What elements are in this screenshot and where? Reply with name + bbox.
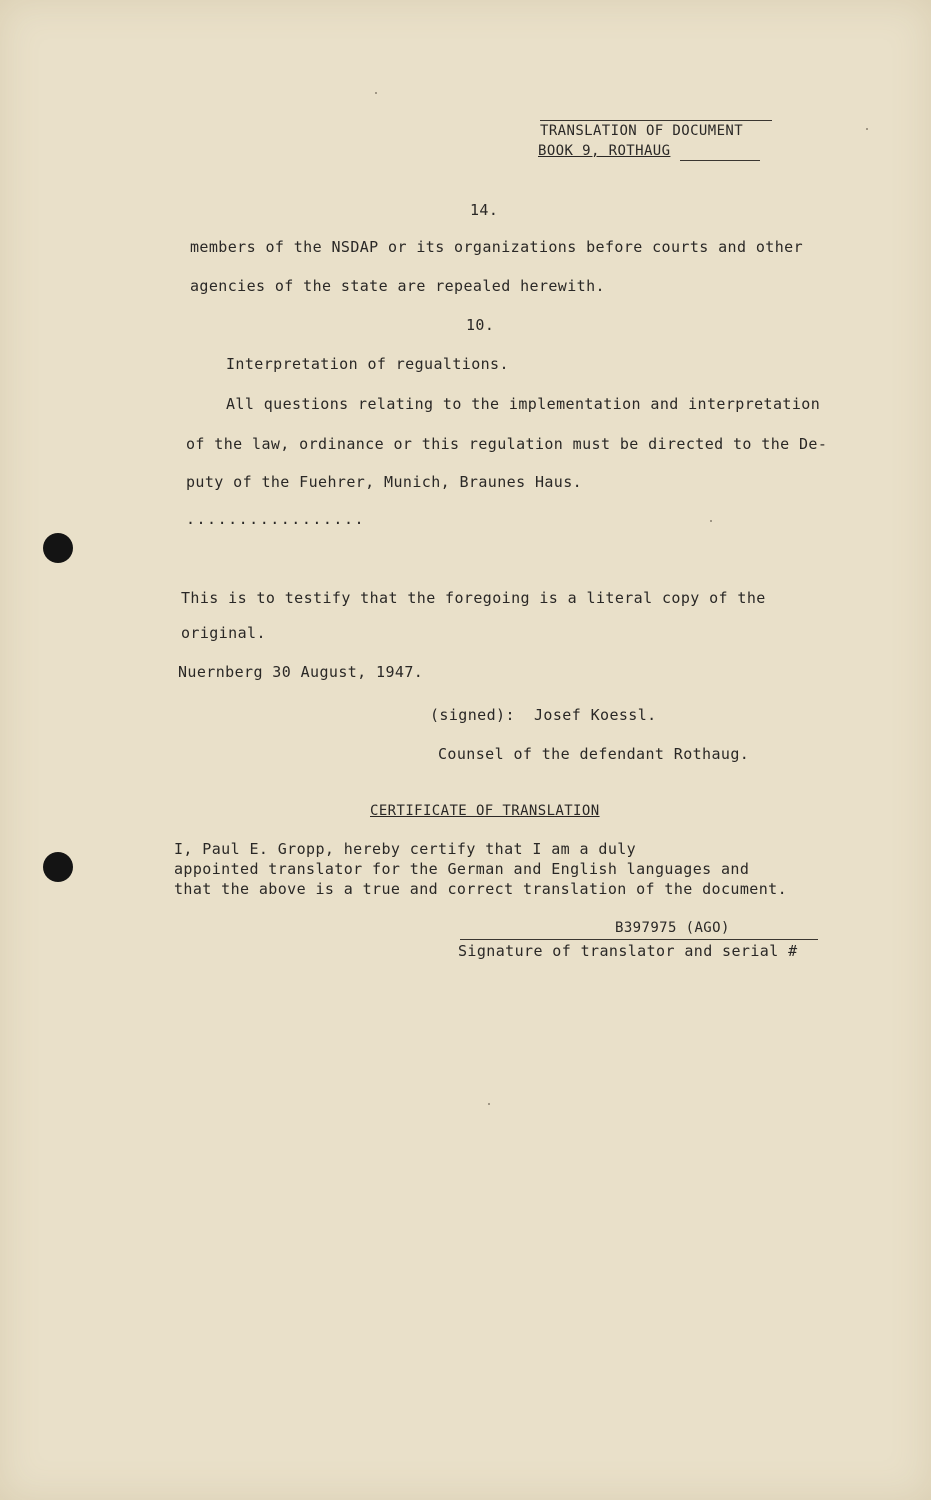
section-number: 10. [466,316,495,334]
paper-speck [488,1103,490,1105]
testimony-line-1: This is to testify that the foregoing is a literal copy of the [181,589,766,607]
signed-label: (signed): [430,706,515,724]
translator-serial: B397975 (AGO) [615,920,730,936]
signer-name: Josef Koessl. [534,706,657,724]
certificate-line-1: I, Paul E. Gropp, hereby certify that I am a duly [174,840,637,858]
certificate-title: CERTIFICATE OF TRANSLATION [370,803,600,819]
page-number: 14. [470,201,499,219]
header-line-2: BOOK 9, ROTHAUG [538,143,671,159]
paragraph-b-line-1: All questions relating to the implementation and interpretation [226,395,821,413]
paragraph-b-line-2: of the law, ordinance or this regulation must be directed to the De- [186,435,828,453]
paragraph-a-line-2: agencies of the state are repealed herewith. [190,277,605,295]
testimony-place-date: Nuernberg 30 August, 1947. [178,663,424,681]
header-bottom-rule [680,160,760,161]
certificate-line-2: appointed translator for the German and English languages and [174,860,750,878]
header-top-rule [540,120,772,121]
header-line-1: TRANSLATION OF DOCUMENT [540,123,744,139]
signer-title: Counsel of the defendant Rothaug. [438,745,750,763]
signature-label: Signature of translator and serial # [458,942,798,960]
paper-speck [375,92,377,94]
paper-speck [866,128,868,130]
section-title: Interpretation of regualtions. [226,355,509,373]
paragraph-a-line-1: members of the NSDAP or its organizations before courts and other [190,238,803,256]
dot-leader: ................. [186,510,366,528]
paragraph-b-line-3: puty of the Fuehrer, Munich, Braunes Haus. [186,473,583,491]
signature-line [460,939,818,940]
testimony-line-2: original. [181,624,266,642]
paper-speck [710,520,712,522]
punch-hole [43,533,73,563]
certificate-line-3: that the above is a true and correct translation of the document. [174,880,787,898]
punch-hole [43,852,73,882]
